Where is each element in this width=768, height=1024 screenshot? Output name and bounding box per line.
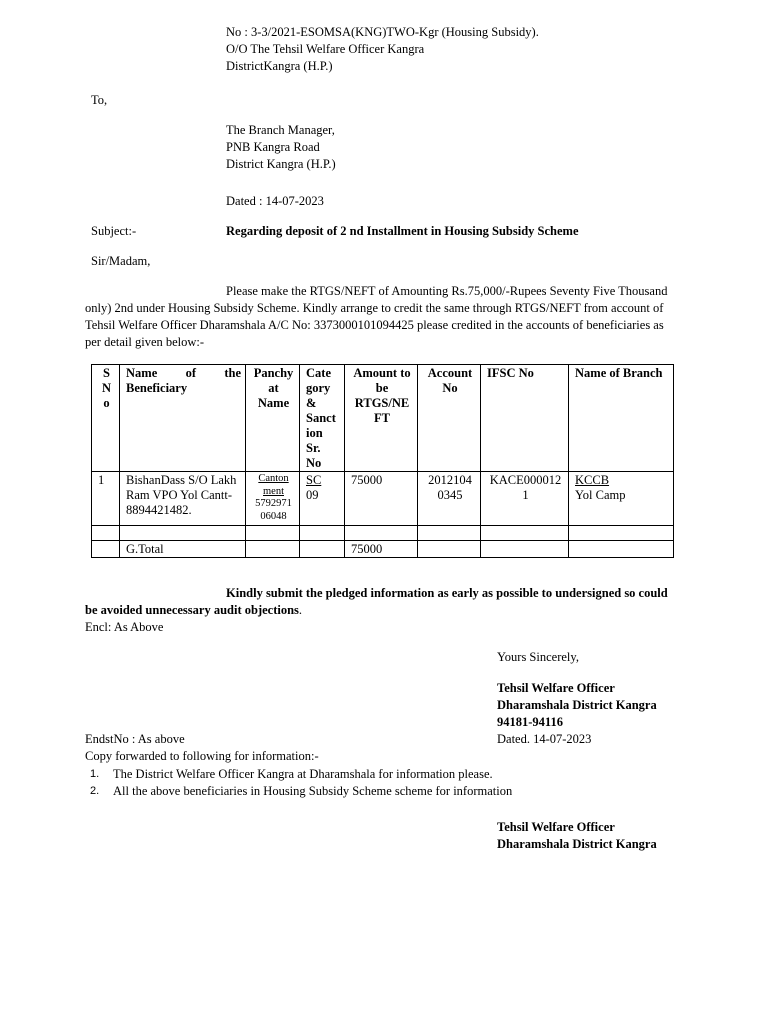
recipient-line: PNB Kangra Road bbox=[226, 140, 320, 154]
copy-forwarded-label: Copy forwarded to following for information:- bbox=[85, 749, 319, 763]
recipient-line: District Kangra (H.P.) bbox=[226, 157, 336, 171]
copy-list bbox=[85, 766, 512, 800]
enclosure: Encl: As Above bbox=[85, 620, 164, 634]
signatory-title: Tehsil Welfare Officer bbox=[497, 820, 615, 834]
cell-sno: 1 bbox=[92, 472, 120, 526]
header-panchayat: Panchy at Name bbox=[246, 365, 300, 472]
office-district: DistrictKangra (H.P.) bbox=[226, 59, 333, 73]
beneficiary-table bbox=[91, 364, 674, 558]
total-amount: 75000 bbox=[345, 541, 418, 558]
cell-ifsc: KACE000012 1 bbox=[481, 472, 569, 526]
cell-amount: 75000 bbox=[345, 472, 418, 526]
header-sno: S N o bbox=[92, 365, 120, 472]
subject-label: Subject:- bbox=[91, 224, 137, 238]
body-line: per detail given below:- bbox=[85, 335, 205, 349]
recipient-address bbox=[226, 122, 336, 173]
cell-account-no: 2012104 0345 bbox=[418, 472, 481, 526]
letter-header bbox=[226, 24, 539, 75]
header-amount: Amount to be RTGS/NE FT bbox=[345, 365, 418, 472]
letter-date: Dated : 14-07-2023 bbox=[226, 194, 324, 208]
table-row bbox=[92, 472, 674, 526]
closing-line: be avoided unnecessary audit objections. bbox=[85, 603, 303, 617]
header-account-no: Account No bbox=[418, 365, 481, 472]
closing-line: Kindly submit the pledged information as early as possible to undersigned so could bbox=[226, 586, 668, 600]
list-item: 2. All the above beneficiaries in Housing Subsidy Scheme scheme for information bbox=[90, 784, 513, 798]
body-line: Please make the RTGS/NEFT of Amounting Rs.75,000/-Rupees Seventy Five Thousand bbox=[226, 284, 668, 298]
yours-sincerely: Yours Sincerely, bbox=[497, 650, 579, 664]
cell-branch: KCCB Yol Camp bbox=[569, 472, 674, 526]
body-line: only) 2nd under Housing Subsidy Scheme. Kindly arrange to credit the same through RTGS/NEFT from account of bbox=[85, 301, 664, 315]
body-line: Tehsil Welfare Officer Dharamshala A/C No: 3373000101094425 please credited in the accounts of beneficiaries as bbox=[85, 318, 664, 332]
signatory-phone: 94181-94116 bbox=[497, 715, 563, 729]
signature-block bbox=[497, 680, 657, 731]
signatory-place: Dharamshala District Kangra bbox=[497, 698, 657, 712]
signature-date: Dated. 14-07-2023 bbox=[497, 732, 592, 746]
header-beneficiary-name: Name of the Beneficiary bbox=[120, 365, 246, 472]
recipient-line: The Branch Manager, bbox=[226, 123, 335, 137]
endorsement-number: EndstNo : As above bbox=[85, 732, 185, 746]
signature-block-2 bbox=[497, 819, 657, 853]
signatory-title: Tehsil Welfare Officer bbox=[497, 681, 615, 695]
body-paragraph bbox=[85, 283, 677, 351]
cell-panchayat: Canton ment 5792971 06048 bbox=[246, 472, 300, 526]
cell-category: SC 09 bbox=[300, 472, 345, 526]
table-row-empty bbox=[92, 526, 674, 541]
header-branch: Name of Branch bbox=[569, 365, 674, 472]
closing-paragraph bbox=[85, 585, 677, 636]
signatory-place: Dharamshala District Kangra bbox=[497, 837, 657, 851]
list-item: 1. The District Welfare Officer Kangra at Dharamshala for information please. bbox=[90, 767, 493, 781]
total-label: G.Total bbox=[120, 541, 246, 558]
to-label: To, bbox=[91, 93, 108, 107]
table-header-row bbox=[92, 365, 674, 472]
cell-beneficiary-name: BishanDass S/O Lakh Ram VPO Yol Cantt- 8894421482. bbox=[120, 472, 246, 526]
office-name: O/O The Tehsil Welfare Officer Kangra bbox=[226, 42, 425, 56]
salutation: Sir/Madam, bbox=[91, 254, 151, 268]
header-category: Cate gory & Sanct ion Sr. No bbox=[300, 365, 345, 472]
subject-text: Regarding deposit of 2 nd Installment in Housing Subsidy Scheme bbox=[226, 224, 579, 238]
table-total-row bbox=[92, 541, 674, 558]
reference-number: No : 3-3/2021-ESOMSA(KNG)TWO-Kgr (Housing Subsidy). bbox=[226, 25, 539, 39]
header-ifsc: IFSC No bbox=[481, 365, 569, 472]
